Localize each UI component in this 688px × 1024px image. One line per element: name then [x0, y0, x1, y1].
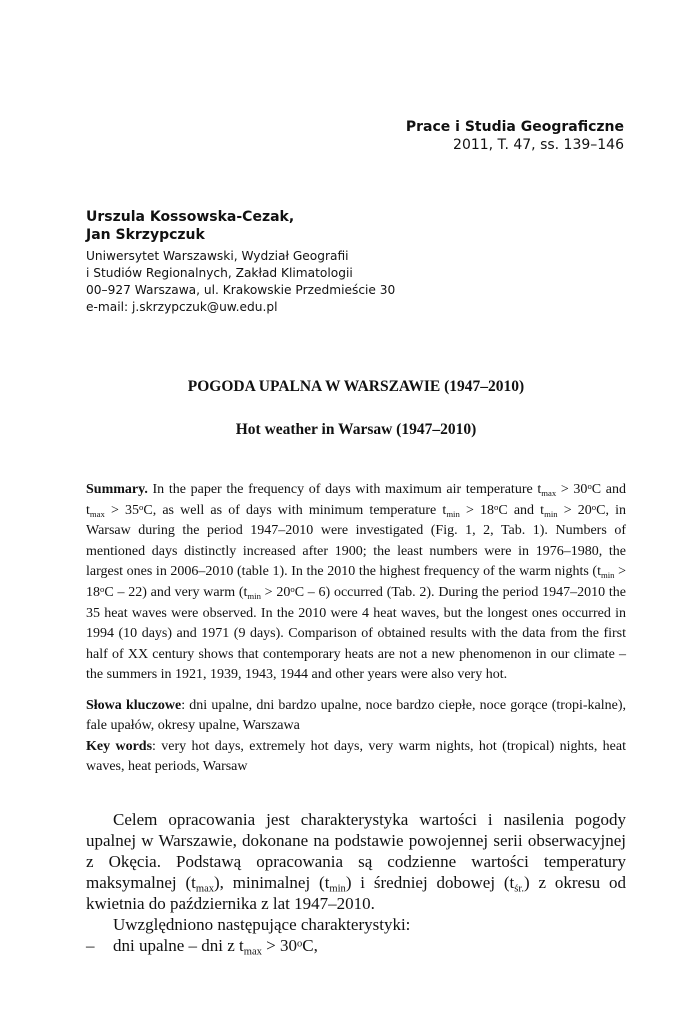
summary-paragraph [86, 480, 626, 686]
paper-title-english: Hot weather in Warsaw (1947–2010) [235, 421, 477, 438]
keywords-english-label: Key words [86, 738, 153, 754]
keywords-polish-label: Słowa kluczowe [86, 698, 182, 713]
keywords-english-text: : very hot days, extremely hot days, very warm nights, hot (tropical) nights, heat waves, heat periods, Warsaw [86, 738, 626, 775]
summary-text: In the paper the frequency of days with maximum air temperature $t_{max} > 30^oC$ and $t_{max} > 35^oC$, as well as of days with minimum temperature $t_{min} > 18^oC$ and $t_{min} > 20^oC$, in Warsaw during the period 1947–2010 were investigated (Fig. 1, 2, Tab. 1). Numbers of mentioned days distinctly increased after 1900; the least numbers were in 1976–1980, the largest ones in 2006–2010 (table 1). In the 2010 the highest frequency of the warm nights $(t_{min} > 18^oC - 22)$ and very warm $(t_{min} > 20^oC - 6)$ occurred (Tab. 2). During the period 1947–2010 the 35 heat waves were observed. In the 2010 were 4 heat waves, but the longest ones occurred in 1994 (10 days) and 1971 (9 days). Comparison of obtained results with the data from the first half of XX century shows that contemporary heats are not a new phenomenon in our climate – the summers in 1921, 1939, 1943, 1944 and other years were also very hot. [86, 481, 626, 683]
paper-title-polish: POGODA UPALNA W WARSZAWIE (1947–2010) [187, 378, 525, 395]
affiliation-line-1: Uniwersytet Warszawski, Wydział Geografii [86, 249, 349, 263]
keywords-english [86, 737, 626, 778]
list-dash: – [86, 936, 95, 955]
keywords-polish [86, 696, 626, 737]
body-text [86, 809, 626, 956]
journal-name: Prace i Studia Geograficzne [405, 119, 624, 135]
affiliation-line-2: i Studiów Regionalnych, Zakład Klimatologii [86, 266, 353, 280]
author-name-1: Urszula Kossowska-Cezak, [86, 209, 295, 225]
keywords-block [86, 696, 626, 778]
body-paragraph-2: Uwzględniono następujące charakterystyki: [113, 915, 411, 934]
authors-block [86, 208, 626, 316]
journal-volume-pages: 2011, T. 47, ss. 139–146 [453, 137, 624, 153]
author-names [86, 208, 626, 244]
body-paragraph-1: Celem opracowania jest charakterystyka wartości i nasilenia pogody upalnej w Warszawie, dokonane na podstawie powojennej serii obserwacyjnej z Okęcia. Podstawą opracowania są codzienne wartości temperatury maksymalnej $(t_{max})$, minimalnej $(t_{min})$ i średniej dobowej $(t_{śr.})$ z okresu od kwietnia do października z lat 1947–2010. [86, 810, 627, 913]
affiliation-line-3: 00–927 Warszawa, ul. Krakowskie Przedmieście 30 [86, 283, 396, 297]
keywords-polish-text: : dni upalne, dni bardzo upalne, noce bardzo ciepłe, noce gorące (tropi-kalne), fale upałów, okresy upalne, Warszawa [86, 698, 627, 734]
author-name-2: Jan Skrzypczuk [86, 227, 205, 243]
summary-label: Summary. [86, 482, 148, 497]
list-item [86, 935, 626, 956]
author-email: e-mail: j.skrzypczuk@uw.edu.pl [86, 300, 278, 314]
list-item-text: dni upalne – dni z $t_{max} > 30^oC$, [113, 936, 318, 958]
journal-header [406, 118, 624, 154]
